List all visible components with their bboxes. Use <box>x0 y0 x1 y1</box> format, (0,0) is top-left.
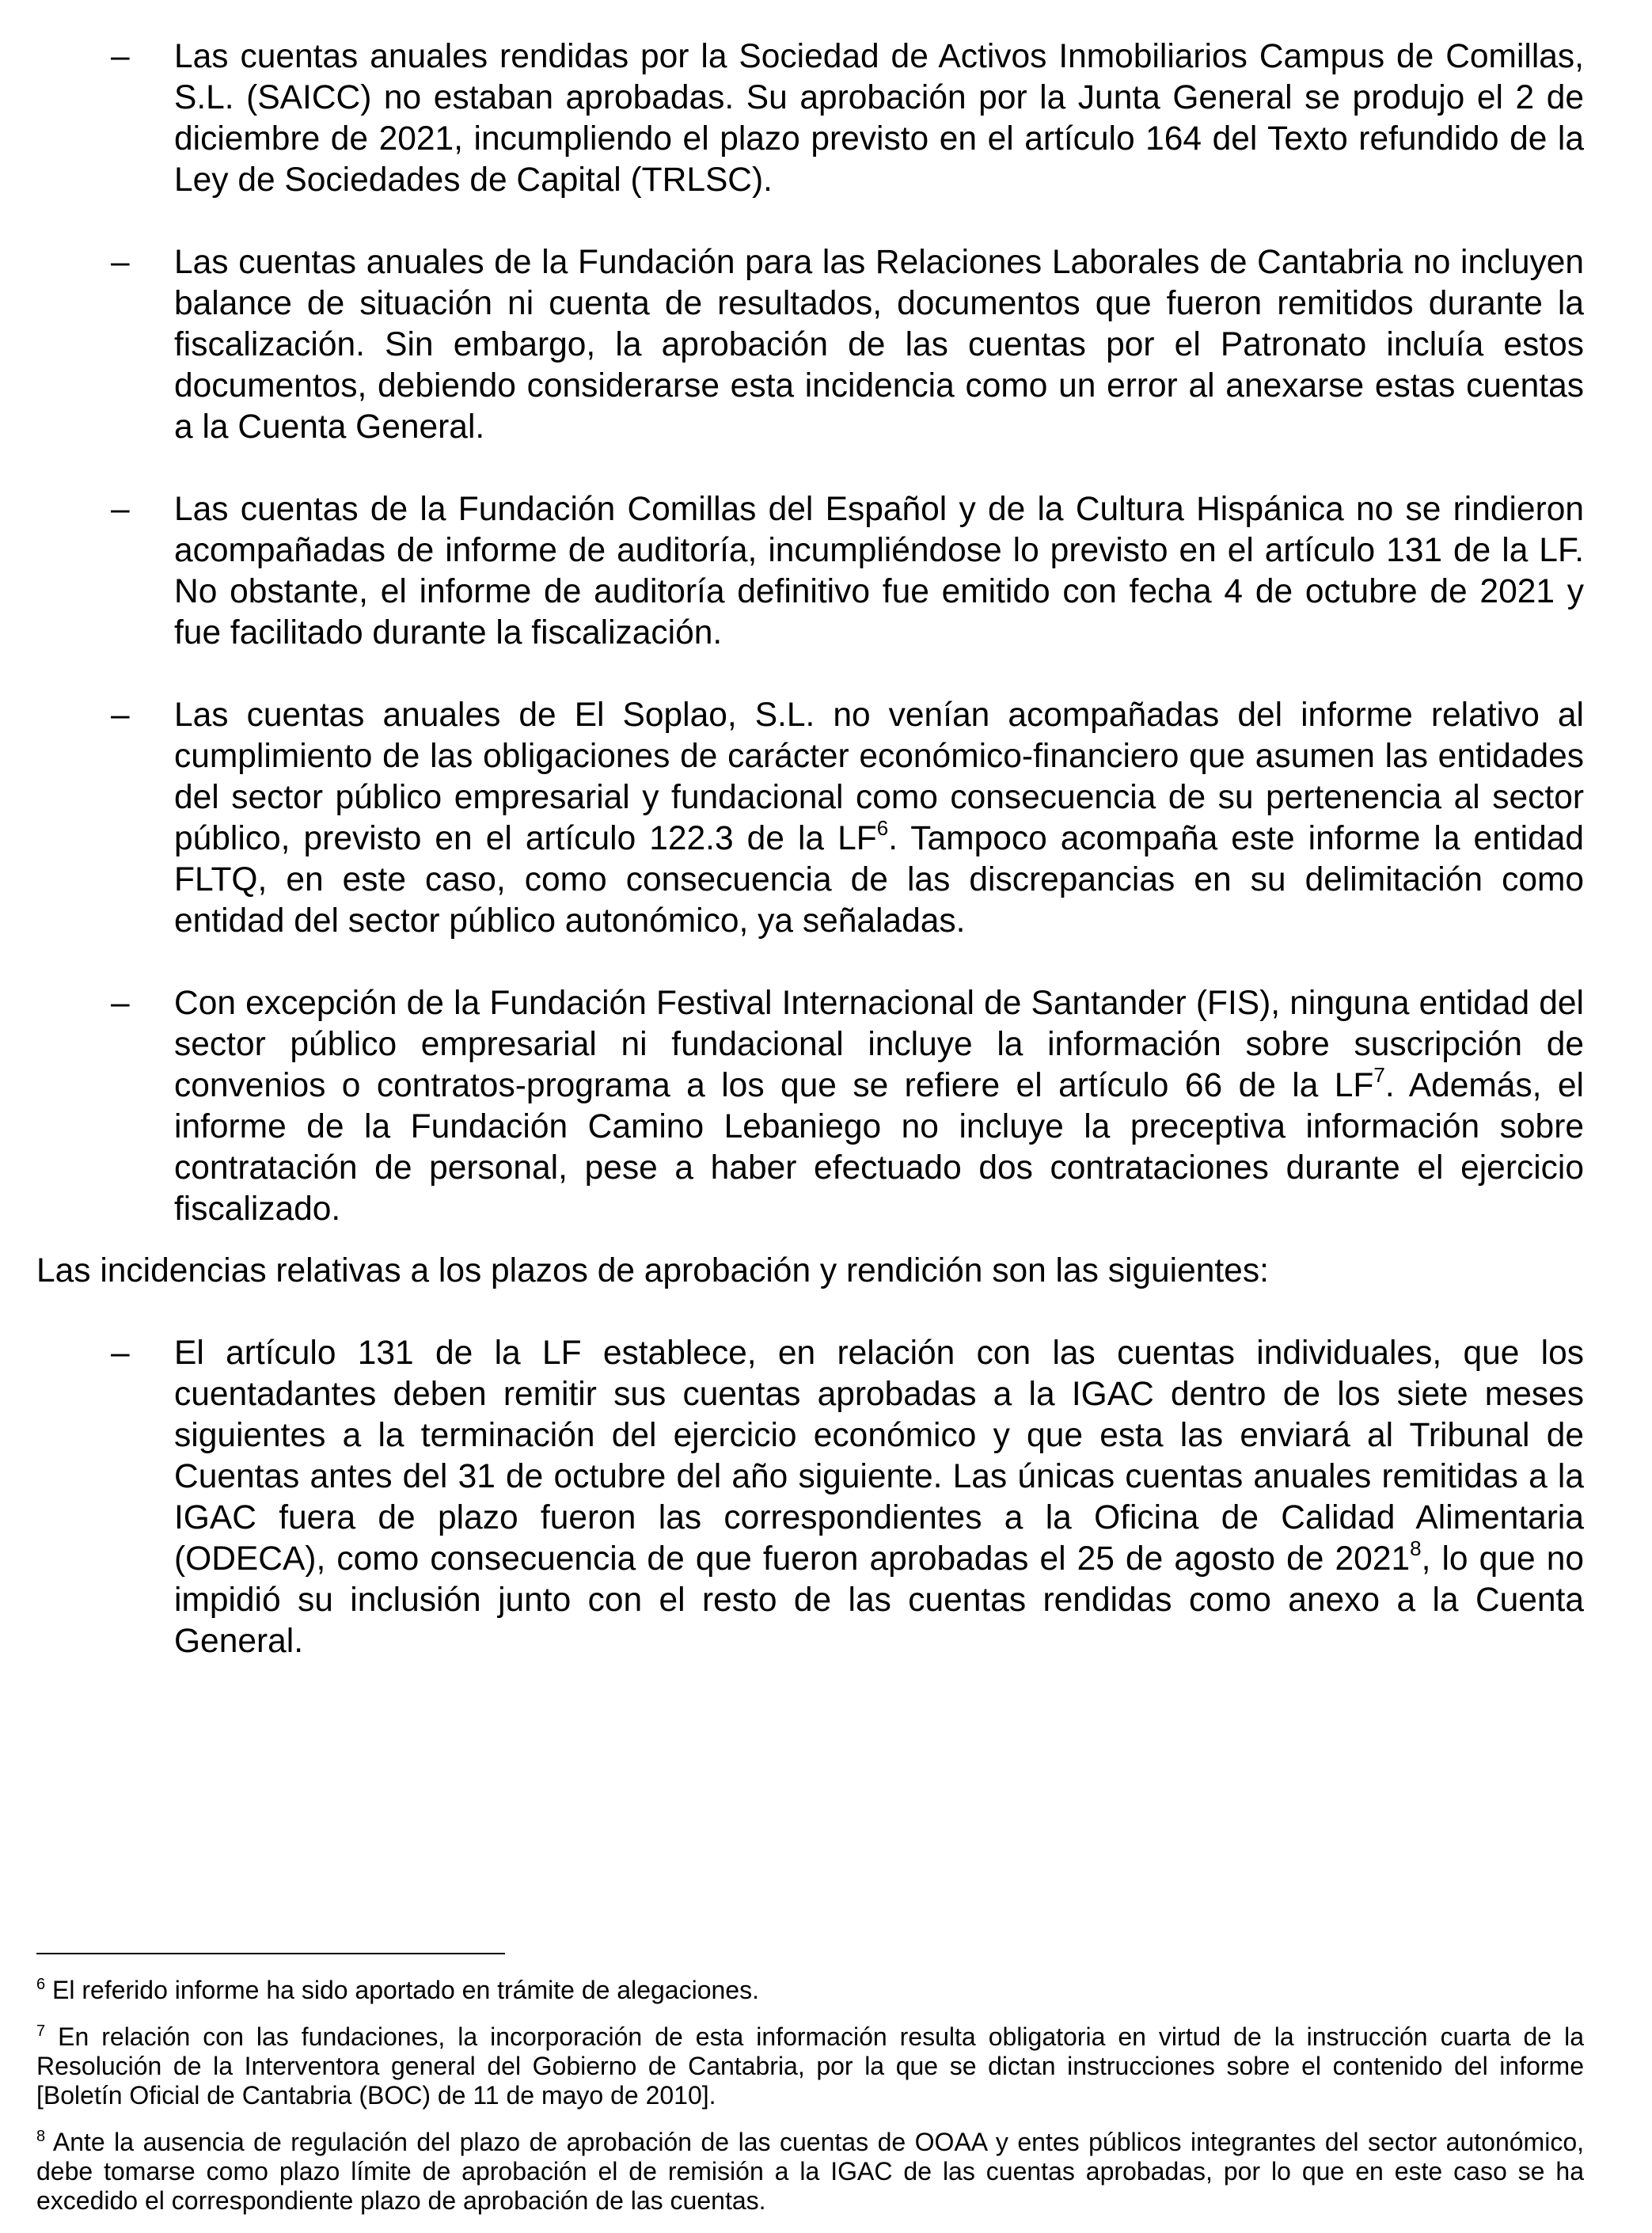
footnote-text: Ante la ausencia de regulación del plazo de aprobación de las cuentas de OOAA y entes públicos integrantes del sector autonómico, debe tomarse como plazo límite de aprobación el de remisión a la IGAC de las cuentas aprobadas, por lo que en este caso se ha excedido el correspondiente plazo de aprobación de las cuentas. <box>36 2128 1584 2215</box>
footnote-7 <box>36 2022 1584 2110</box>
text-segment: Con excepción de la Fundación Festival Internacional de Santander (FIS), ninguna entidad del sector público empresarial ni fundacional incluye la información sobre suscripción de convenios o contratos-programa a los que se refiere el artículo 66 de la LF <box>174 985 1584 1104</box>
list-item-text <box>174 1333 1584 1662</box>
footnote-8 <box>36 2128 1584 2216</box>
list-item <box>36 242 1584 448</box>
text-segment: , lo que no impidió su inclusión junto con el resto de las cuentas rendidas como anexo a la Cuenta General. <box>174 1540 1584 1660</box>
dash-bullet: – <box>111 244 130 281</box>
list-item <box>36 983 1584 1230</box>
intro-paragraph: Las incidencias relativas a los plazos de aprobación y rendición son las siguientes: <box>36 1252 1269 1289</box>
list-item-text: Las cuentas de la Fundación Comillas del Español y de la Cultura Hispánica no se rindieron acompañadas de informe de auditoría, incumpliéndose lo previsto en el artículo 131 de la LF. No obstante, el informe de auditoría definitivo fue emitido con fecha 4 de octubre de 2021 y fue facilitado durante la fiscalización. <box>174 491 1584 651</box>
dash-bullet: – <box>111 697 130 734</box>
footnote-divider <box>36 1953 505 1954</box>
list-item-text: Las cuentas anuales de la Fundación para las Relaciones Laborales de Cantabria no incluyen balance de situación ni cuenta de resultados, documentos que fueron remitidos durante la fiscalización. Sin embargo, la aprobación de las cuentas por el Patronato incluía estos documentos, debiendo considerarse esta incidencia como un error al anexarse estas cuentas a la Cuenta General. <box>174 244 1584 446</box>
footnote-number: 6 <box>36 1976 46 1993</box>
list-item <box>36 1333 1584 1662</box>
footnote-ref-7[interactable]: 7 <box>1373 1063 1385 1087</box>
footnote-text: En relación con las fundaciones, la incorporación de esta información resulta obligatoria en virtud de la instrucción cuarta de la Resolución de la Interventora general del Gobierno de Cantabria, por la que se dictan instrucciones sobre el contenido del informe [Boletín Oficial de Cantabria (BOC) de 11 de mayo de 2010]. <box>36 2022 1584 2110</box>
text-segment: . Tampoco acompaña este informe la entidad FLTQ, en este caso, como consecuencia de las discrepancias en su delimitación como entidad del sector público autonómico, ya señaladas. <box>174 820 1584 940</box>
list-item-text: Las cuentas anuales rendidas por la Sociedad de Activos Inmobiliarios Campus de Comillas, S.L. (SAICC) no estaban aprobadas. Su aprobación por la Junta General se produjo el 2 de diciembre de 2021, incumpliendo el plazo previsto en el artículo 164 del Texto refundido de la Ley de Sociedades de Capital (TRLSC). <box>174 38 1584 199</box>
footnote-ref-6[interactable]: 6 <box>876 816 889 840</box>
footnote-number: 7 <box>36 2022 46 2040</box>
list-item <box>36 695 1584 942</box>
dash-bullet: – <box>111 1335 130 1372</box>
dash-bullet: – <box>111 38 130 75</box>
list-item <box>36 36 1584 201</box>
text-segment: . Además, el informe de la Fundación Camino Lebaniego no incluye la preceptiva información sobre contratación de personal, pese a haber efectuado dos contrataciones durante el ejercicio fiscalizado. <box>174 1067 1584 1228</box>
footnotes <box>36 1976 1584 2233</box>
list-item-text <box>174 983 1584 1230</box>
body-text <box>36 36 1584 1703</box>
footnote-number: 8 <box>36 2128 46 2145</box>
dash-bullet: – <box>111 985 130 1022</box>
footnote-ref-8[interactable]: 8 <box>1410 1536 1422 1560</box>
list-item <box>36 489 1584 654</box>
footnote-6 <box>36 1976 1584 2005</box>
text-segment: El artículo 131 de la LF establece, en relación con las cuentas individuales, que los cuentadantes deben remitir sus cuentas aprobadas a la IGAC dentro de los siete meses siguientes a la terminación del ejercicio económico y que esta las enviará al Tribunal de Cuentas antes del 31 de octubre del año siguiente. Las únicas cuentas anuales remitidas a la IGAC fuera de plazo fueron las correspondientes a la Oficina de Calidad Alimentaria (ODECA), como consecuencia de que fueron aprobadas el 25 de agosto de 2021 <box>174 1335 1584 1578</box>
list-item-text <box>174 695 1584 942</box>
text-segment: Las cuentas anuales de El Soplao, S.L. no venían acompañadas del informe relativo al cumplimiento de las obligaciones de carácter económico-financiero que asumen las entidades del sector público empresarial y fundacional como consecuencia de su pertenencia al sector público, previsto en el artículo 122.3 de la LF <box>174 697 1584 857</box>
footnote-text: El referido informe ha sido aportado en trámite de alegaciones. <box>45 1976 759 2004</box>
dash-bullet: – <box>111 491 130 528</box>
